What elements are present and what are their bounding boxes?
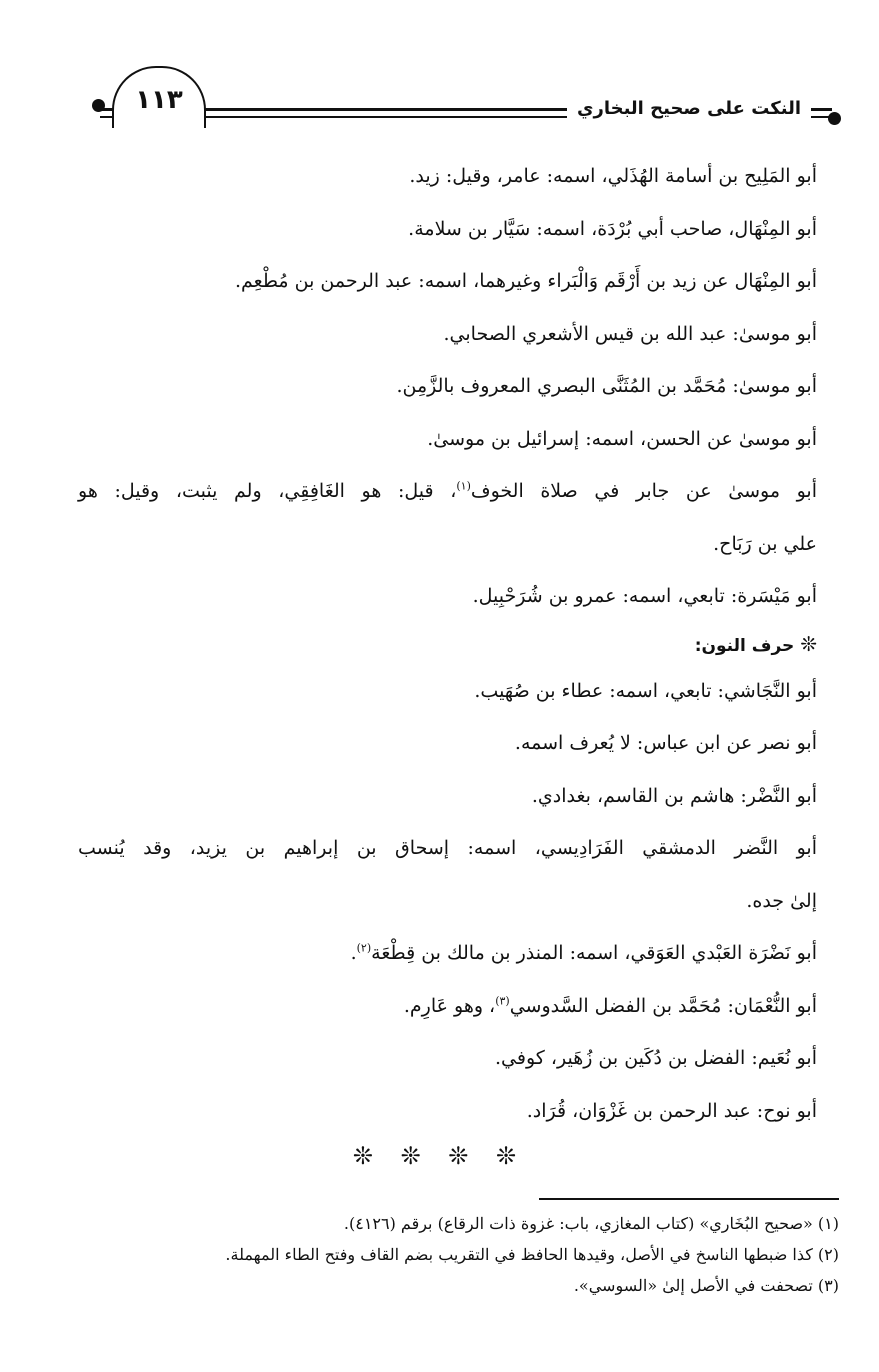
entry-continuation: علي بن رَبَاح. [713, 532, 817, 555]
entry-line: أبو النَّجَاشي: تابعي، اسمه: عطاء بن صُهَيب. [474, 679, 817, 702]
footnote-3: (٣) تصحفت في الأصل إلىٰ «السوسي». [573, 1276, 839, 1295]
star-ornament-icon: ❊ [800, 631, 817, 656]
entry-continuation: إلىٰ جده. [746, 889, 817, 912]
section-end-ornament-icon: ❊ ❊ ❊ ❊ [352, 1142, 527, 1170]
entry-line: أبو المَلِيح بن أسامة الهُذَلي، اسمه: عامر، وقيل: زيد. [409, 165, 817, 187]
entry-text: . [350, 942, 357, 964]
entry-text: أبو نَضْرَة العَبْدي العَوَقي، اسمه: المنذر بن مالك بن قِطْعَة [371, 942, 817, 964]
page-number-badge [112, 66, 206, 128]
entry-line: أبو موسىٰ: مُحَمَّد بن المُثَنَّى البصري المعروف بالزَّمِن. [396, 375, 817, 397]
entry-line: أبو نصر عن ابن عباس: لا يُعرف اسمه. [514, 732, 817, 754]
header-dot-right-icon [828, 112, 841, 125]
entry-line: أبو موسىٰ: عبد الله بن قيس الأشعري الصحابي. [443, 322, 817, 345]
entry-line-faradisi: أبو النَّضر الدمشقي الفَرَادِيسي، اسمه: إسحاق بن إبراهيم بن يزيد، وقد يُنسب [78, 837, 817, 859]
entry-text: ، قيل: هو الغَافِقِي، ولم يثبت، وقيل: هو [78, 480, 457, 502]
entry-line: أبو المِنْهَال، صاحب أبي بُرْدَة، اسمه: سَيَّار بن سلامة. [408, 217, 817, 240]
entry-line: أبو موسىٰ عن الحسن، اسمه: إسرائيل بن موسىٰ. [427, 427, 817, 450]
entry-text: أبو موسىٰ عن جابر في صلاة الخوف [470, 480, 817, 502]
footnote-separator [539, 1198, 839, 1200]
header-dot-left-icon [92, 99, 105, 112]
page-number: ١١٣ [135, 85, 183, 115]
entry-line-nadra [78, 927, 817, 980]
entry-line: أبو مَيْسَرة: تابعي، اسمه: عمرو بن شُرَحْبِيل. [472, 585, 817, 607]
entry-line-jabir [78, 465, 817, 518]
page-body [78, 150, 817, 1137]
entry-line: أبو نُعَيم: الفضل بن دُكَين بن زُهَير، كوفي. [494, 1047, 817, 1069]
running-title: النكت على صحيح البخاري [567, 94, 811, 124]
section-heading [78, 623, 817, 665]
entry-text: أبو النُّعْمَان: مُحَمَّد بن الفضل السَّدوسي [509, 994, 817, 1017]
footnote-2: (٢) كذا ضبطها الناسخ في الأصل، وقيدها الحافظ في التقريب بضم القاف وفتح الطاء المهملة. [225, 1245, 839, 1264]
entry-line: أبو نوح: عبد الرحمن بن غَزْوَان، قُرَاد. [526, 1099, 817, 1122]
footnote-ref-2[interactable]: (٢) [356, 941, 372, 955]
footnote-ref-3[interactable]: (٣) [495, 994, 510, 1008]
section-title: حرف النون: [694, 635, 795, 656]
footnote-ref-1[interactable]: (١) [456, 479, 471, 493]
footnote-1: (١) «صحيح البُخَاري» (كتاب المغازي، باب: غزوة ذات الرقاع) برقم (٤١٢٦). [343, 1214, 839, 1233]
entry-text: ، وهو عَارِم. [403, 994, 496, 1017]
footnotes [80, 1208, 839, 1301]
entry-line: أبو النَّضْر: هاشم بن القاسم، بغدادي. [531, 784, 817, 807]
entry-line: أبو المِنْهَال عن زيد بن أَرْقَم وَالْبَراء وغيرهما، اسمه: عبد الرحمن بن مُطْعِم. [234, 270, 817, 292]
entry-line-numan [78, 980, 817, 1033]
